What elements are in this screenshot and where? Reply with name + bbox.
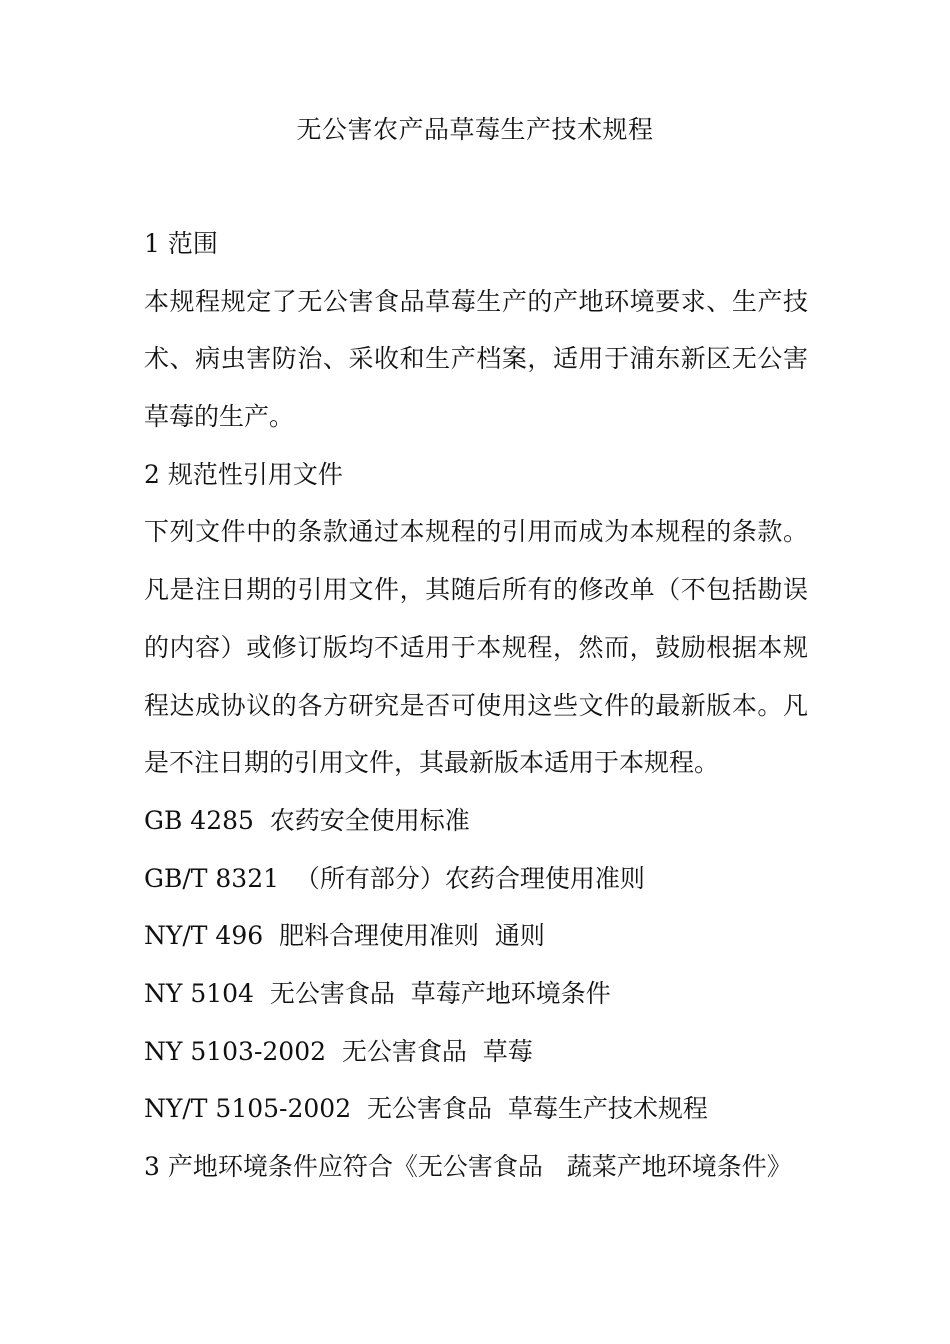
section-heading-references: 2 规范性引用文件 [144,459,343,489]
paragraph-line: 下列文件中的条款通过本规程的引用而成为本规程的条款。 [144,517,808,547]
paragraph-line: 是不注日期的引用文件，其最新版本适用于本规程。 [144,748,720,778]
document-body [144,226,808,1207]
reference-item: GB 4285 农药安全使用标准 [144,805,470,835]
reference-item: NY 5104 无公害食品 草莓产地环境条件 [144,978,611,1008]
paragraph-line: 草莓的生产。 [144,402,295,432]
reference-item: NY/T 5105-2002 无公害食品 草莓生产技术规程 [144,1094,708,1124]
paragraph-line: 术、病虫害防治、采收和生产档案，适用于浦东新区无公害 [144,344,808,374]
reference-item: NY 5103-2002 无公害食品 草莓 [144,1036,533,1066]
paragraph-line: 本规程规定了无公害食品草莓生产的产地环境要求、生产技 [144,286,808,316]
reference-item: GB/T 8321 （所有部分）农药合理使用准则 [144,863,645,893]
paragraph-line: 的内容）或修订版均不适用于本规程，然而，鼓励根据本规 [144,632,808,662]
section-heading-scope: 1 范围 [144,229,218,258]
paragraph-line: 凡是注日期的引用文件，其随后所有的修改单（不包括勘误 [144,575,808,605]
paragraph-line: 程达成协议的各方研究是否可使用这些文件的最新版本。凡 [144,690,808,720]
document-title: 无公害农产品草莓生产技术规程 [296,115,654,144]
reference-item: NY/T 496 肥料合理使用准则 通则 [144,921,545,951]
section-heading-environment: 3 产地环境条件应符合《无公害食品 蔬菜产地环境条件》 [144,1152,792,1181]
